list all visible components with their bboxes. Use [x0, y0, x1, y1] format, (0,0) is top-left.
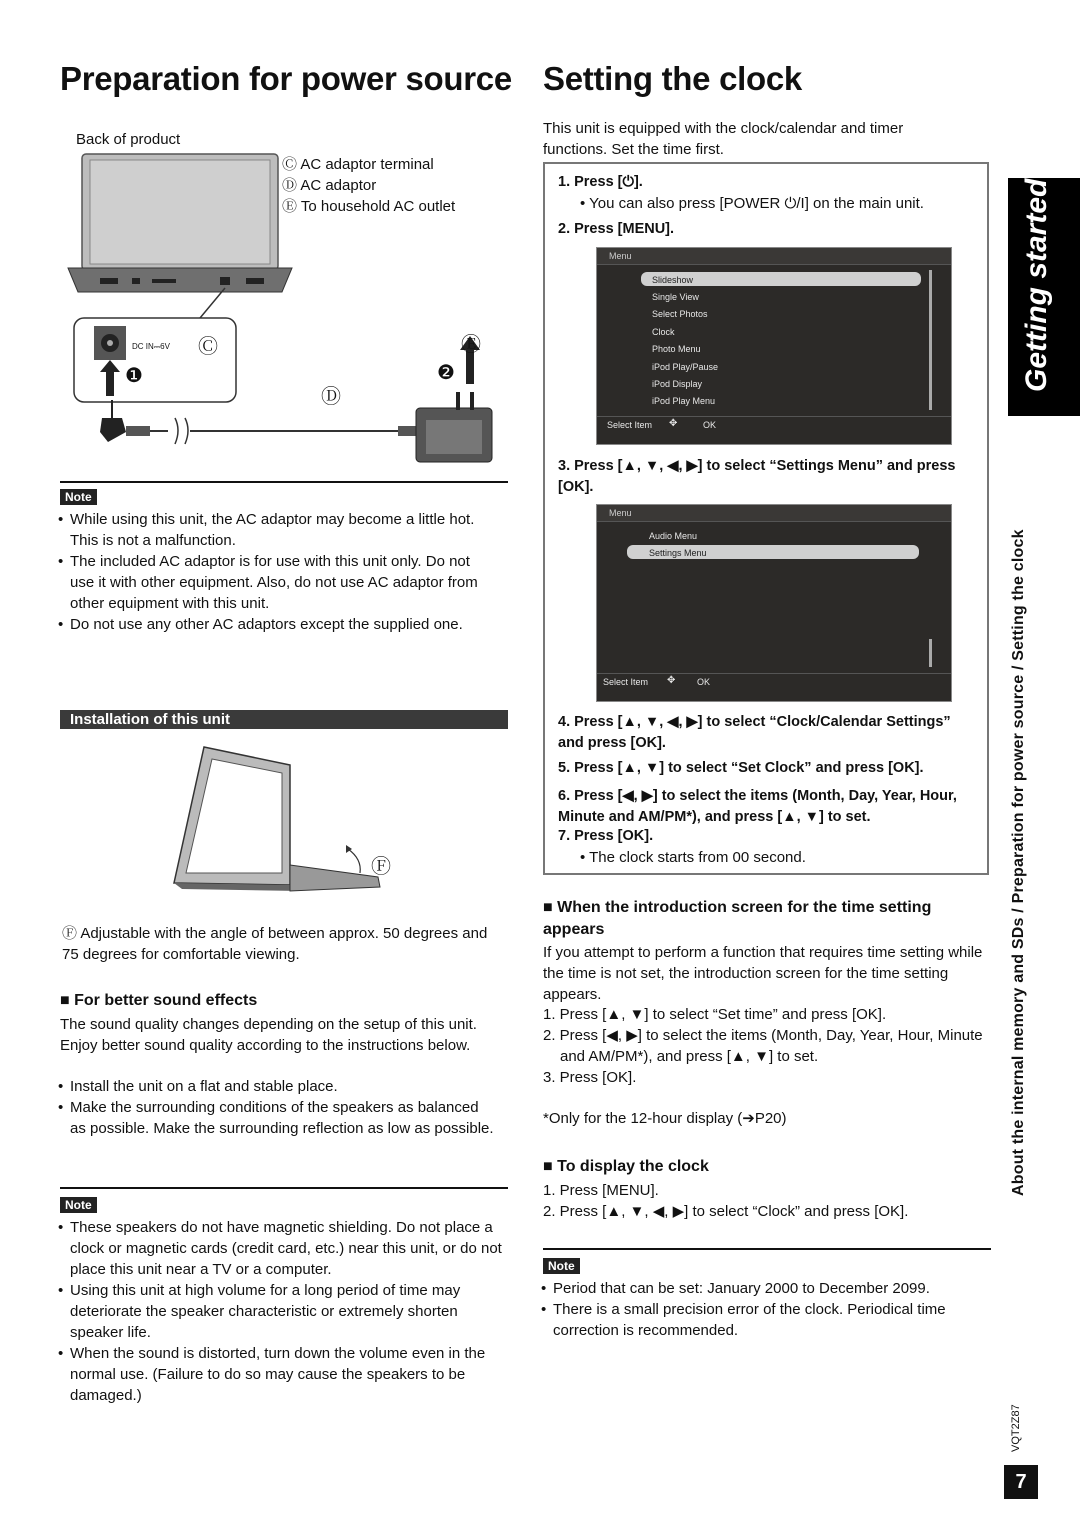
menu-item[interactable]: Single View	[652, 292, 699, 302]
sound-list	[58, 1076, 498, 1139]
footer-ok: OK	[703, 420, 717, 430]
menu-title: Menu	[609, 251, 632, 261]
list-item: 1. Press [▲, ▼] to select “Set time” and press [OK].	[543, 1006, 887, 1023]
divider	[597, 416, 951, 417]
menu-item-settings[interactable]: Settings Menu	[649, 548, 707, 558]
menu-item[interactable]: Select Photos	[652, 309, 708, 319]
footer-select-item: Select Item	[607, 420, 653, 430]
list-item: • Period that can be set: January 2000 to December 2099.	[541, 1278, 993, 1299]
step-6: 6. Press [◀, ▶] to select the items (Month, Day, Year, Hour, Minute and AM/PM*), and press [▲, ▼] to set.	[558, 788, 957, 825]
divider	[60, 1187, 508, 1189]
note-tag: Note	[60, 489, 97, 505]
legend-item: Ⓔ To household AC outlet	[282, 198, 456, 215]
note-tag: Note	[543, 1258, 580, 1274]
footer-select-item: Select Item	[603, 677, 649, 687]
menu-title-bar	[597, 248, 951, 265]
page-number	[1004, 1465, 1038, 1499]
menu-title: Menu	[609, 508, 632, 518]
display-clock-steps	[543, 1180, 983, 1222]
menu-item-slideshow[interactable]: Slideshow	[652, 275, 694, 285]
heading-display-clock: ■ To display the clock	[543, 1158, 709, 1175]
list-item: • While using this unit, the AC adaptor may become a little hot. This is not a malfunction.	[58, 509, 498, 551]
page-number-text: 7	[1015, 1471, 1027, 1493]
menu-screen-1	[596, 247, 952, 445]
label-e: Ⓔ	[461, 334, 481, 356]
label-d: Ⓓ	[321, 386, 341, 408]
divider	[597, 673, 951, 674]
menu-item[interactable]: iPod Play/Pause	[652, 362, 719, 372]
dpad-icon: ✥	[669, 418, 678, 429]
heading-sound-effects: ■ For better sound effects	[60, 992, 258, 1009]
list-item: 2. Press [▲, ▼, ◀, ▶] to select “Clock” and press [OK].	[543, 1203, 909, 1220]
note-list	[58, 509, 498, 635]
label-c: Ⓒ	[198, 336, 218, 358]
menu-item[interactable]: Audio Menu	[649, 531, 698, 541]
legend-item: Ⓓ AC adaptor	[282, 177, 377, 194]
step-1-sub: • You can also press [POWER ⏻/I] on the main unit.	[580, 195, 924, 212]
step-1: 1. Press [⏻].	[558, 174, 643, 190]
section-heading-installation: Installation of this unit	[60, 710, 508, 729]
dpad-icon: ✥	[667, 675, 676, 686]
menu-item[interactable]: iPod Play Menu	[652, 396, 716, 406]
footnote: *Only for the 12-hour display (➔P20)	[543, 1110, 787, 1127]
heading-text: To display the clock	[557, 1158, 709, 1175]
heading-text: For better sound effects	[74, 992, 258, 1009]
menu-item[interactable]: iPod Display	[652, 379, 703, 389]
list-item: • There is a small precision error of the clock. Periodical time correction is recommended.	[541, 1299, 993, 1341]
divider	[543, 1248, 991, 1250]
heading-intro-screen: ■ When the introduction screen for the time setting appears	[543, 899, 932, 938]
note-list	[541, 1278, 993, 1341]
doc-code: VQT2Z87	[1010, 1404, 1022, 1452]
section-breadcrumb: About the internal memory and SDs / Preparation for power source / Setting the clock	[1010, 529, 1027, 1196]
menu-item[interactable]: Photo Menu	[652, 344, 701, 354]
list-item: • The included AC adaptor is for use with this unit only. Do not use it with other equipment. Also, do not use AC adaptor from other equipment with this unit.	[58, 551, 498, 614]
scrollbar[interactable]	[929, 639, 932, 667]
step-7: 7. Press [OK].	[558, 828, 654, 844]
divider	[60, 481, 508, 483]
list-item: 2. Press [◀, ▶] to select the items (Month, Day, Year, Hour, Minute and AM/PM*), and press [▲, ▼] to set.	[543, 1027, 983, 1065]
step-1-marker: ❶	[125, 365, 143, 387]
footer-ok: OK	[697, 677, 711, 687]
list-item: • Install the unit on a flat and stable place.	[58, 1076, 498, 1097]
note-tag: Note	[60, 1197, 97, 1213]
label-f: Ⓕ	[371, 856, 391, 878]
step-2-marker: ❷	[437, 362, 455, 384]
list-item: • Do not use any other AC adaptors except the supplied one.	[58, 614, 498, 635]
list-item: 3. Press [OK].	[543, 1069, 637, 1086]
list-item: • When the sound is distorted, turn down the volume even in the normal use. (Failure to do so may cause the speakers to be damaged.)	[58, 1343, 508, 1406]
list-item: • Make the surrounding conditions of the speakers as balanced as possible. Make the surrounding reflection as low as possible.	[58, 1097, 498, 1139]
step-5: 5. Press [▲, ▼] to select “Set Clock” and press [OK].	[558, 760, 924, 776]
page-title-power: Preparation for power source	[60, 60, 512, 97]
page-title-clock: Setting the clock	[543, 60, 802, 97]
step-3: 3. Press [▲, ▼, ◀, ▶] to select “Settings Menu” and press [OK].	[558, 458, 956, 495]
scrollbar[interactable]	[929, 270, 932, 410]
heading-text: When the introduction screen for the time setting appears	[543, 899, 932, 938]
dc-in-label: DC IN⎓6V	[132, 342, 170, 351]
menu-item[interactable]: Clock	[652, 327, 675, 337]
menu-screen-2	[596, 504, 952, 702]
back-of-product-label: Back of product	[76, 131, 181, 148]
power-connection-diagram	[60, 150, 510, 470]
intro-screen-text: If you attempt to perform a function that requires time setting while the time is not set, the introduction screen for the time setting appears.	[543, 944, 983, 1003]
list-item: • Using this unit at high volume for a long period of time may deteriorate the speaker characteristic or extremely shorten speaker life.	[58, 1280, 508, 1343]
intro-screen-steps	[543, 1004, 983, 1088]
list-item: • These speakers do not have magnetic shielding. Do not place a clock or magnetic cards (credit card, etc.) near this unit, or do not place this unit near a TV or a computer.	[58, 1217, 508, 1280]
section-tab-label: Getting started	[1020, 178, 1053, 392]
list-item: 1. Press [MENU].	[543, 1182, 659, 1199]
clock-intro: This unit is equipped with the clock/calendar and timer functions. Set the time first.	[543, 120, 904, 158]
legend-item: Ⓒ AC adaptor terminal	[282, 156, 434, 173]
note-list	[58, 1217, 508, 1406]
sound-intro: The sound quality changes depending on the setup of this unit. Enjoy better sound quality according to the instructions below.	[60, 1016, 477, 1054]
product-back-illustration	[68, 154, 292, 318]
step-2: 2. Press [MENU].	[558, 221, 675, 237]
installation-caption: Ⓕ Adjustable with the angle of between approx. 50 degrees and 75 degrees for comfortable viewing.	[62, 925, 488, 963]
menu-title-bar	[597, 505, 951, 522]
unit-stand-illustration	[160, 745, 400, 895]
step-7-sub: • The clock starts from 00 second.	[580, 849, 806, 866]
step-4: 4. Press [▲, ▼, ◀, ▶] to select “Clock/Calendar Settings” and press [OK].	[558, 714, 951, 751]
